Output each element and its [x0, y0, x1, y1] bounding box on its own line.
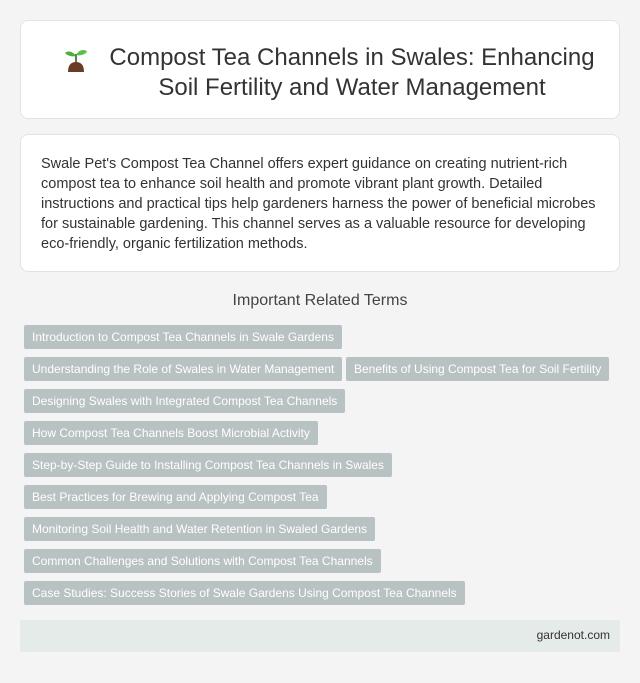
footer-site[interactable]: gardenot.com — [536, 628, 610, 642]
term-tag[interactable]: Benefits of Using Compost Tea for Soil Fertility — [346, 357, 609, 381]
footer — [20, 620, 620, 652]
terms-heading: Important Related Terms — [232, 292, 408, 309]
term-tag[interactable]: Understanding the Role of Swales in Water Management — [24, 357, 342, 381]
term-tag[interactable]: Case Studies: Success Stories of Swale Gardens Using Compost Tea Channels — [24, 581, 465, 605]
term-tag[interactable]: Step-by-Step Guide to Installing Compost Tea Channels in Swales — [24, 453, 392, 477]
title-card — [20, 20, 620, 119]
description-card — [20, 134, 620, 272]
term-tag[interactable]: Best Practices for Brewing and Applying Compost Tea — [24, 485, 327, 509]
term-tag[interactable]: How Compost Tea Channels Boost Microbial Activity — [24, 421, 318, 445]
term-tag[interactable]: Introduction to Compost Tea Channels in Swale Gardens — [24, 325, 342, 349]
description-text: Swale Pet's Compost Tea Channel offers expert guidance on creating nutrient-rich compost tea to enhance soil health and promote vibrant plant growth. Detailed instructions and practical tips help gardeners harness the power of beneficial microbes for sustainable gardening. This channel serves as a valuable resource for developing eco-friendly, organic fertilization methods. — [41, 156, 596, 252]
term-tag[interactable]: Monitoring Soil Health and Water Retention in Swaled Gardens — [24, 517, 375, 541]
page-title: Compost Tea Channels in Swales: Enhancing Soil Fertility and Water Management — [109, 44, 595, 101]
term-tag[interactable]: Common Challenges and Solutions with Compost Tea Channels — [24, 549, 381, 573]
title-wrap — [61, 43, 599, 103]
sprout-icon — [61, 46, 91, 76]
term-tag[interactable]: Designing Swales with Integrated Compost Tea Channels — [24, 389, 345, 413]
